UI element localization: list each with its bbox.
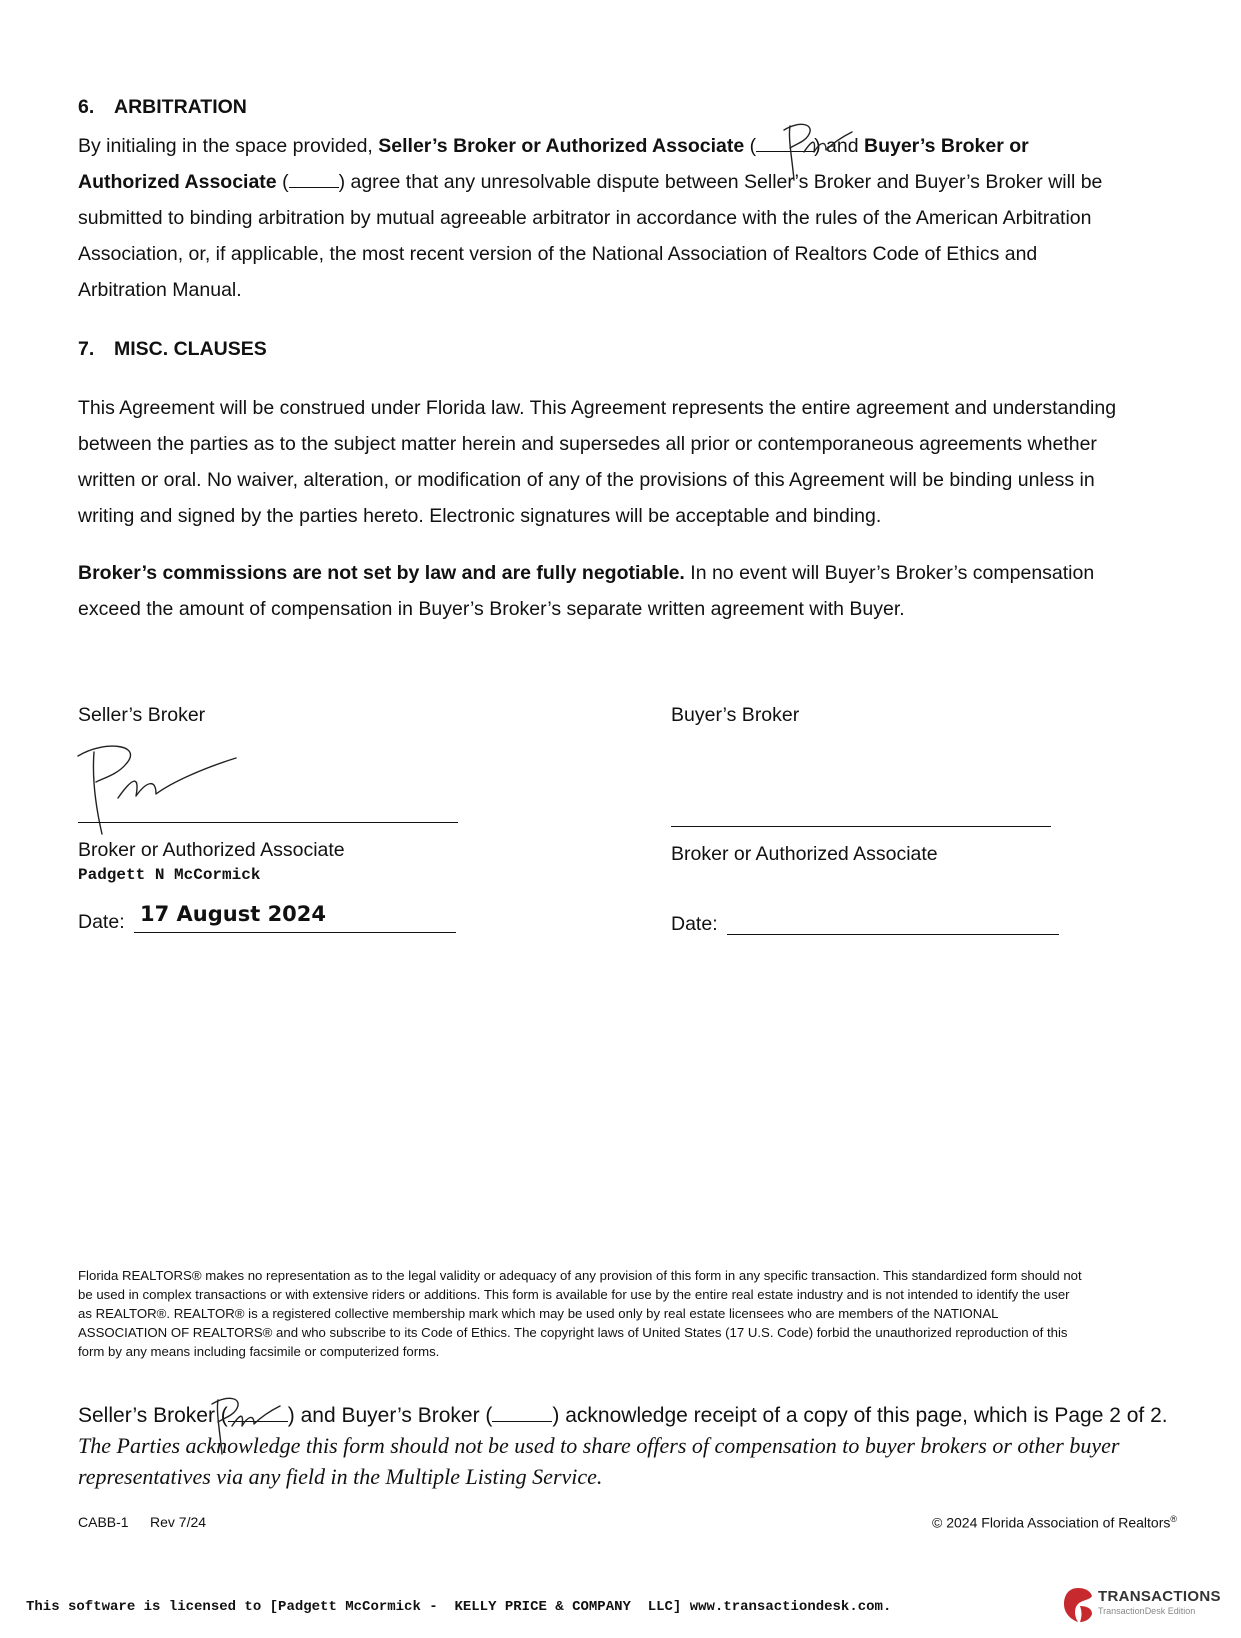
- buyers-date-row: [671, 906, 718, 942]
- text: ) agree that any unresolvable dispute between Seller’s Broker and Buyer’s Broker will be: [338, 171, 1103, 193]
- text: By initialing in the space provided,: [78, 135, 379, 157]
- transactions-logo-icon: [1062, 1586, 1094, 1624]
- section-7-para-2-line-1: [78, 555, 1094, 591]
- copyright: [932, 1514, 1177, 1531]
- text: ) and Buyer’s Broker (: [287, 1404, 493, 1427]
- sellers-date-line[interactable]: [134, 932, 456, 933]
- seller-initials-signature-icon: [780, 118, 870, 188]
- bold-text: Broker’s commissions are not set by law and are fully negotiable.: [78, 562, 685, 584]
- text: Seller’s Broker (: [78, 1404, 228, 1427]
- date-label: Date:: [78, 911, 125, 933]
- acknowledgement-italic-line-1: The Parties acknowledge this form should not be used to share offers of compensation to buyer brokers or other buyer: [78, 1433, 1120, 1458]
- buyers-signature-caption: Broker or Authorized Associate: [671, 843, 938, 865]
- section-7-heading: [78, 338, 267, 361]
- buyer-initial-field[interactable]: [289, 187, 339, 188]
- text: (: [749, 135, 757, 157]
- sellers-broker-signature-icon: [74, 738, 244, 838]
- disclaimer-line-4: ASSOCIATION OF REALTORS® and who subscribe to its Code of Ethics. The copyright laws of United States (17 U.S. Code) forbid the unauthorized reproduction of this: [78, 1325, 1068, 1340]
- section-6-line-2: [78, 164, 1102, 200]
- buyers-date-line[interactable]: [727, 934, 1059, 935]
- section-7-para-1-line-2: between the parties as to the subject matter herein and supersedes all prior or contemporaneous agreements whether: [78, 433, 1097, 455]
- sellers-signature-caption: Broker or Authorized Associate: [78, 839, 345, 861]
- logo-title: TRANSACTIONS: [1098, 1588, 1221, 1605]
- disclaimer-line-2: be used in complex transactions or with extensive riders or additions. This form is available for use by the entire real estate industry and is not intended to identify the user: [78, 1287, 1070, 1302]
- section-number: 6.: [78, 96, 95, 118]
- buyer-ack-initial-field[interactable]: [492, 1421, 552, 1422]
- acknowledgement-italic-line-2: representatives via any field in the Multiple Listing Service.: [78, 1464, 603, 1489]
- section-title: MISC. CLAUSES: [114, 338, 267, 360]
- section-7-para-1-line-3: written or oral. No waiver, alteration, or modification of any of the provisions of this Agreement will be binding unless in: [78, 469, 1095, 491]
- section-title: ARBITRATION: [114, 96, 247, 118]
- form-id: CABB-1: [78, 1514, 129, 1530]
- registered-mark: ®: [1170, 1514, 1177, 1524]
- bold-text: Buyer’s Broker or: [863, 135, 1029, 157]
- section-6-heading: [78, 96, 247, 119]
- sellers-date-value: 17 August 2024: [140, 902, 327, 926]
- date-label: Date:: [671, 913, 718, 935]
- section-7-para-2-line-2: exceed the amount of compensation in Buyer’s Broker’s separate written agreement with Buyer.: [78, 598, 905, 620]
- section-7-para-1-line-4: writing and signed by the parties hereto. Electronic signatures will be acceptable and binding.: [78, 505, 882, 527]
- sellers-broker-label: Seller’s Broker: [78, 704, 206, 726]
- section-6-line-4: Association, or, if applicable, the most recent version of the National Association of Realtors Code of Ethics and: [78, 243, 1038, 265]
- buyers-broker-label: Buyer’s Broker: [671, 704, 800, 726]
- text: (: [282, 171, 289, 193]
- copyright-text: © 2024 Florida Association of Realtors: [932, 1514, 1171, 1531]
- logo-subtitle: TransactionDesk Edition: [1098, 1606, 1196, 1616]
- disclaimer-line-3: as REALTOR®. REALTOR® is a registered collective membership mark which may be used only by real estate licensees who are members of the NATIONAL: [78, 1306, 999, 1321]
- disclaimer-line-1: Florida REALTORS® makes no representation as to the legal validity or adequacy of any provision of this form in any specific transaction. This standardized form should not: [78, 1268, 1082, 1283]
- text: ): [814, 135, 821, 157]
- buyers-signature-line[interactable]: [671, 826, 1051, 827]
- section-number: 7.: [78, 338, 95, 360]
- disclaimer-line-5: form by any means including facsimile or computerized forms.: [78, 1344, 440, 1359]
- bold-text: Seller’s Broker or Authorized Associate: [378, 135, 745, 157]
- section-6-line-3: submitted to binding arbitration by mutual agreeable arbitrator in accordance with the rules of the American Arbitration: [78, 207, 1092, 229]
- transactions-logo[interactable]: [1062, 1584, 1232, 1628]
- sellers-date-row: [78, 904, 125, 940]
- bold-text: Authorized Associate: [78, 171, 277, 193]
- text: In no event will Buyer’s Broker’s compensation: [684, 562, 1095, 584]
- text: and: [820, 135, 864, 157]
- section-7-para-1-line-1: This Agreement will be construed under Florida law. This Agreement represents the entire agreement and understanding: [78, 397, 1117, 419]
- license-text: This software is licensed to [Padgett McCormick - KELLY PRICE & COMPANY LLC] www.transactiondesk.com.: [26, 1599, 892, 1615]
- sellers-broker-name: Padgett N McCormick: [78, 866, 261, 884]
- sellers-signature-line[interactable]: [78, 822, 458, 823]
- form-revision: Rev 7/24: [150, 1514, 207, 1530]
- section-6-line-1: [78, 128, 1029, 164]
- section-6-line-5: Arbitration Manual.: [78, 279, 242, 301]
- text: ) acknowledge receipt of a copy of this page, which is Page 2 of 2.: [552, 1404, 1168, 1427]
